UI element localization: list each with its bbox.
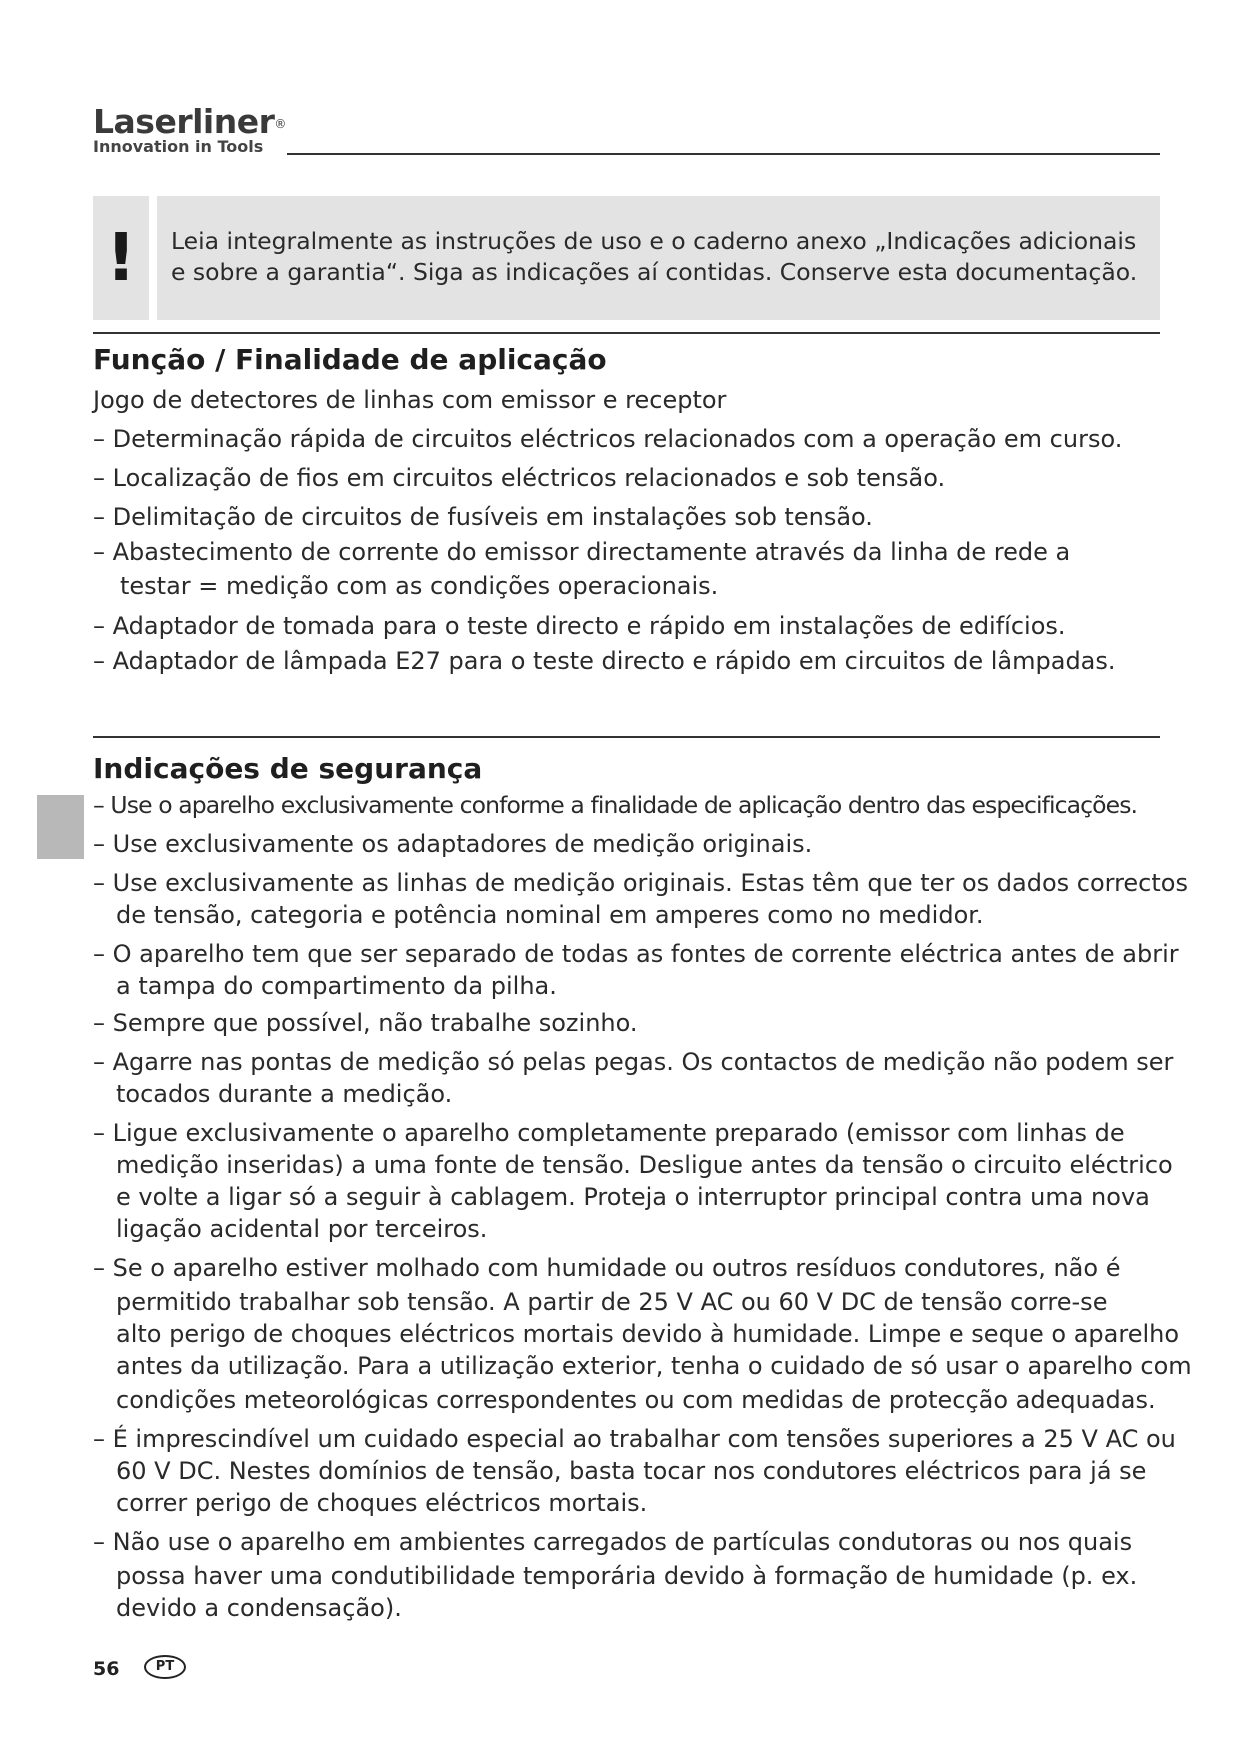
list-item: – Use exclusivamente as linhas de medição originais. Estas têm que ter os dados correctos — [93, 869, 1188, 897]
list-item-continuation: alto perigo de choques eléctricos mortais devido à humidade. Limpe e seque o aparelho — [116, 1320, 1180, 1348]
notice-line: Leia integralmente as instruções de uso e o caderno anexo „Indicações adicionais — [171, 227, 1137, 255]
list-item: – Delimitação de circuitos de fusíveis em instalações sob tensão. — [93, 503, 873, 531]
list-item: – Determinação rápida de circuitos eléctricos relacionados com a operação em curso. — [93, 425, 1123, 453]
notice-line: e sobre a garantia“. Siga as indicações aí contidas. Conserve esta documentação. — [171, 258, 1138, 286]
list-item-continuation: correr perigo de choques eléctricos mortais. — [116, 1489, 648, 1517]
list-item-continuation: possa haver uma condutibilidade temporária devido à formação de humidade (p. ex. — [116, 1562, 1138, 1590]
list-item: – É imprescindível um cuidado especial ao trabalhar com tensões superiores a 25 V AC ou — [93, 1425, 1176, 1453]
list-item: – Localização de fios em circuitos eléctricos relacionados e sob tensão. — [93, 464, 946, 492]
list-item: – Abastecimento de corrente do emissor directamente através da linha de rede a — [93, 538, 1071, 566]
list-item-continuation: permitido trabalhar sob tensão. A partir de 25 V AC ou 60 V DC de tensão corre-se — [116, 1288, 1108, 1316]
section-rule — [93, 332, 1160, 334]
list-item: – Se o aparelho estiver molhado com humidade ou outros resíduos condutores, não é — [93, 1254, 1121, 1282]
list-item: – Use exclusivamente os adaptadores de medição originais. — [93, 830, 813, 858]
list-item: – Ligue exclusivamente o aparelho completamente preparado (emissor com linhas de — [93, 1119, 1125, 1147]
list-item-continuation: testar = medição com as condições operacionais. — [120, 572, 719, 600]
list-item-continuation: de tensão, categoria e potência nominal em amperes como no medidor. — [116, 901, 984, 929]
list-item-continuation: e volte a ligar só a seguir à cablagem. Proteja o interruptor principal contra uma nova — [116, 1183, 1150, 1211]
list-item-continuation: a tampa do compartimento da pilha. — [116, 972, 557, 1000]
list-item: – Adaptador de tomada para o teste directo e rápido em instalações de edifícios. — [93, 612, 1066, 640]
list-item-continuation: medição inseridas) a uma fonte de tensão. Desligue antes da tensão o circuito eléctrico — [116, 1151, 1173, 1179]
list-item-continuation: ligação acidental por terceiros. — [116, 1215, 488, 1243]
section-title-safety: Indicações de segurança — [93, 752, 483, 785]
notice-box — [157, 196, 1160, 320]
page-number: 56 — [93, 1658, 120, 1680]
header-rule — [287, 153, 1160, 155]
list-item: – O aparelho tem que ser separado de todas as fontes de corrente eléctrica antes de abrir — [93, 940, 1179, 968]
brand-name: Laserliner® — [93, 102, 286, 141]
list-item: – Agarre nas pontas de medição só pelas pegas. Os contactos de medição não podem ser — [93, 1048, 1174, 1076]
language-badge: PT — [144, 1655, 186, 1679]
brand-logo — [93, 104, 286, 156]
list-item-continuation: antes da utilização. Para a utilização exterior, tenha o cuidado de só usar o aparelho com — [116, 1352, 1192, 1380]
list-item-continuation: devido a condensação). — [116, 1594, 402, 1622]
section-rule — [93, 736, 1160, 738]
list-item: – Sempre que possível, não trabalhe sozinho. — [93, 1009, 638, 1037]
list-item: – Use o aparelho exclusivamente conforme a finalidade de aplicação dentro das especificações. — [93, 791, 1138, 819]
warning-icon: ! — [93, 196, 149, 320]
list-item-continuation: 60 V DC. Nestes domínios de tensão, basta tocar nos condutores eléctricos para já se — [116, 1457, 1147, 1485]
list-item-continuation: condições meteorológicas correspondentes ou com medidas de protecção adequadas. — [116, 1386, 1156, 1414]
registered-mark: ® — [274, 117, 286, 131]
list-item: – Não use o aparelho em ambientes carregados de partículas condutoras ou nos quais — [93, 1528, 1133, 1556]
side-tab-marker — [37, 795, 84, 859]
list-item-continuation: tocados durante a medição. — [116, 1080, 453, 1108]
section-title-function: Função / Finalidade de aplicação — [93, 343, 607, 376]
brand-tagline: Innovation in Tools — [93, 137, 264, 156]
list-item: – Adaptador de lâmpada E27 para o teste directo e rápido em circuitos de lâmpadas. — [93, 647, 1116, 675]
text-line: Jogo de detectores de linhas com emissor e receptor — [93, 386, 727, 414]
